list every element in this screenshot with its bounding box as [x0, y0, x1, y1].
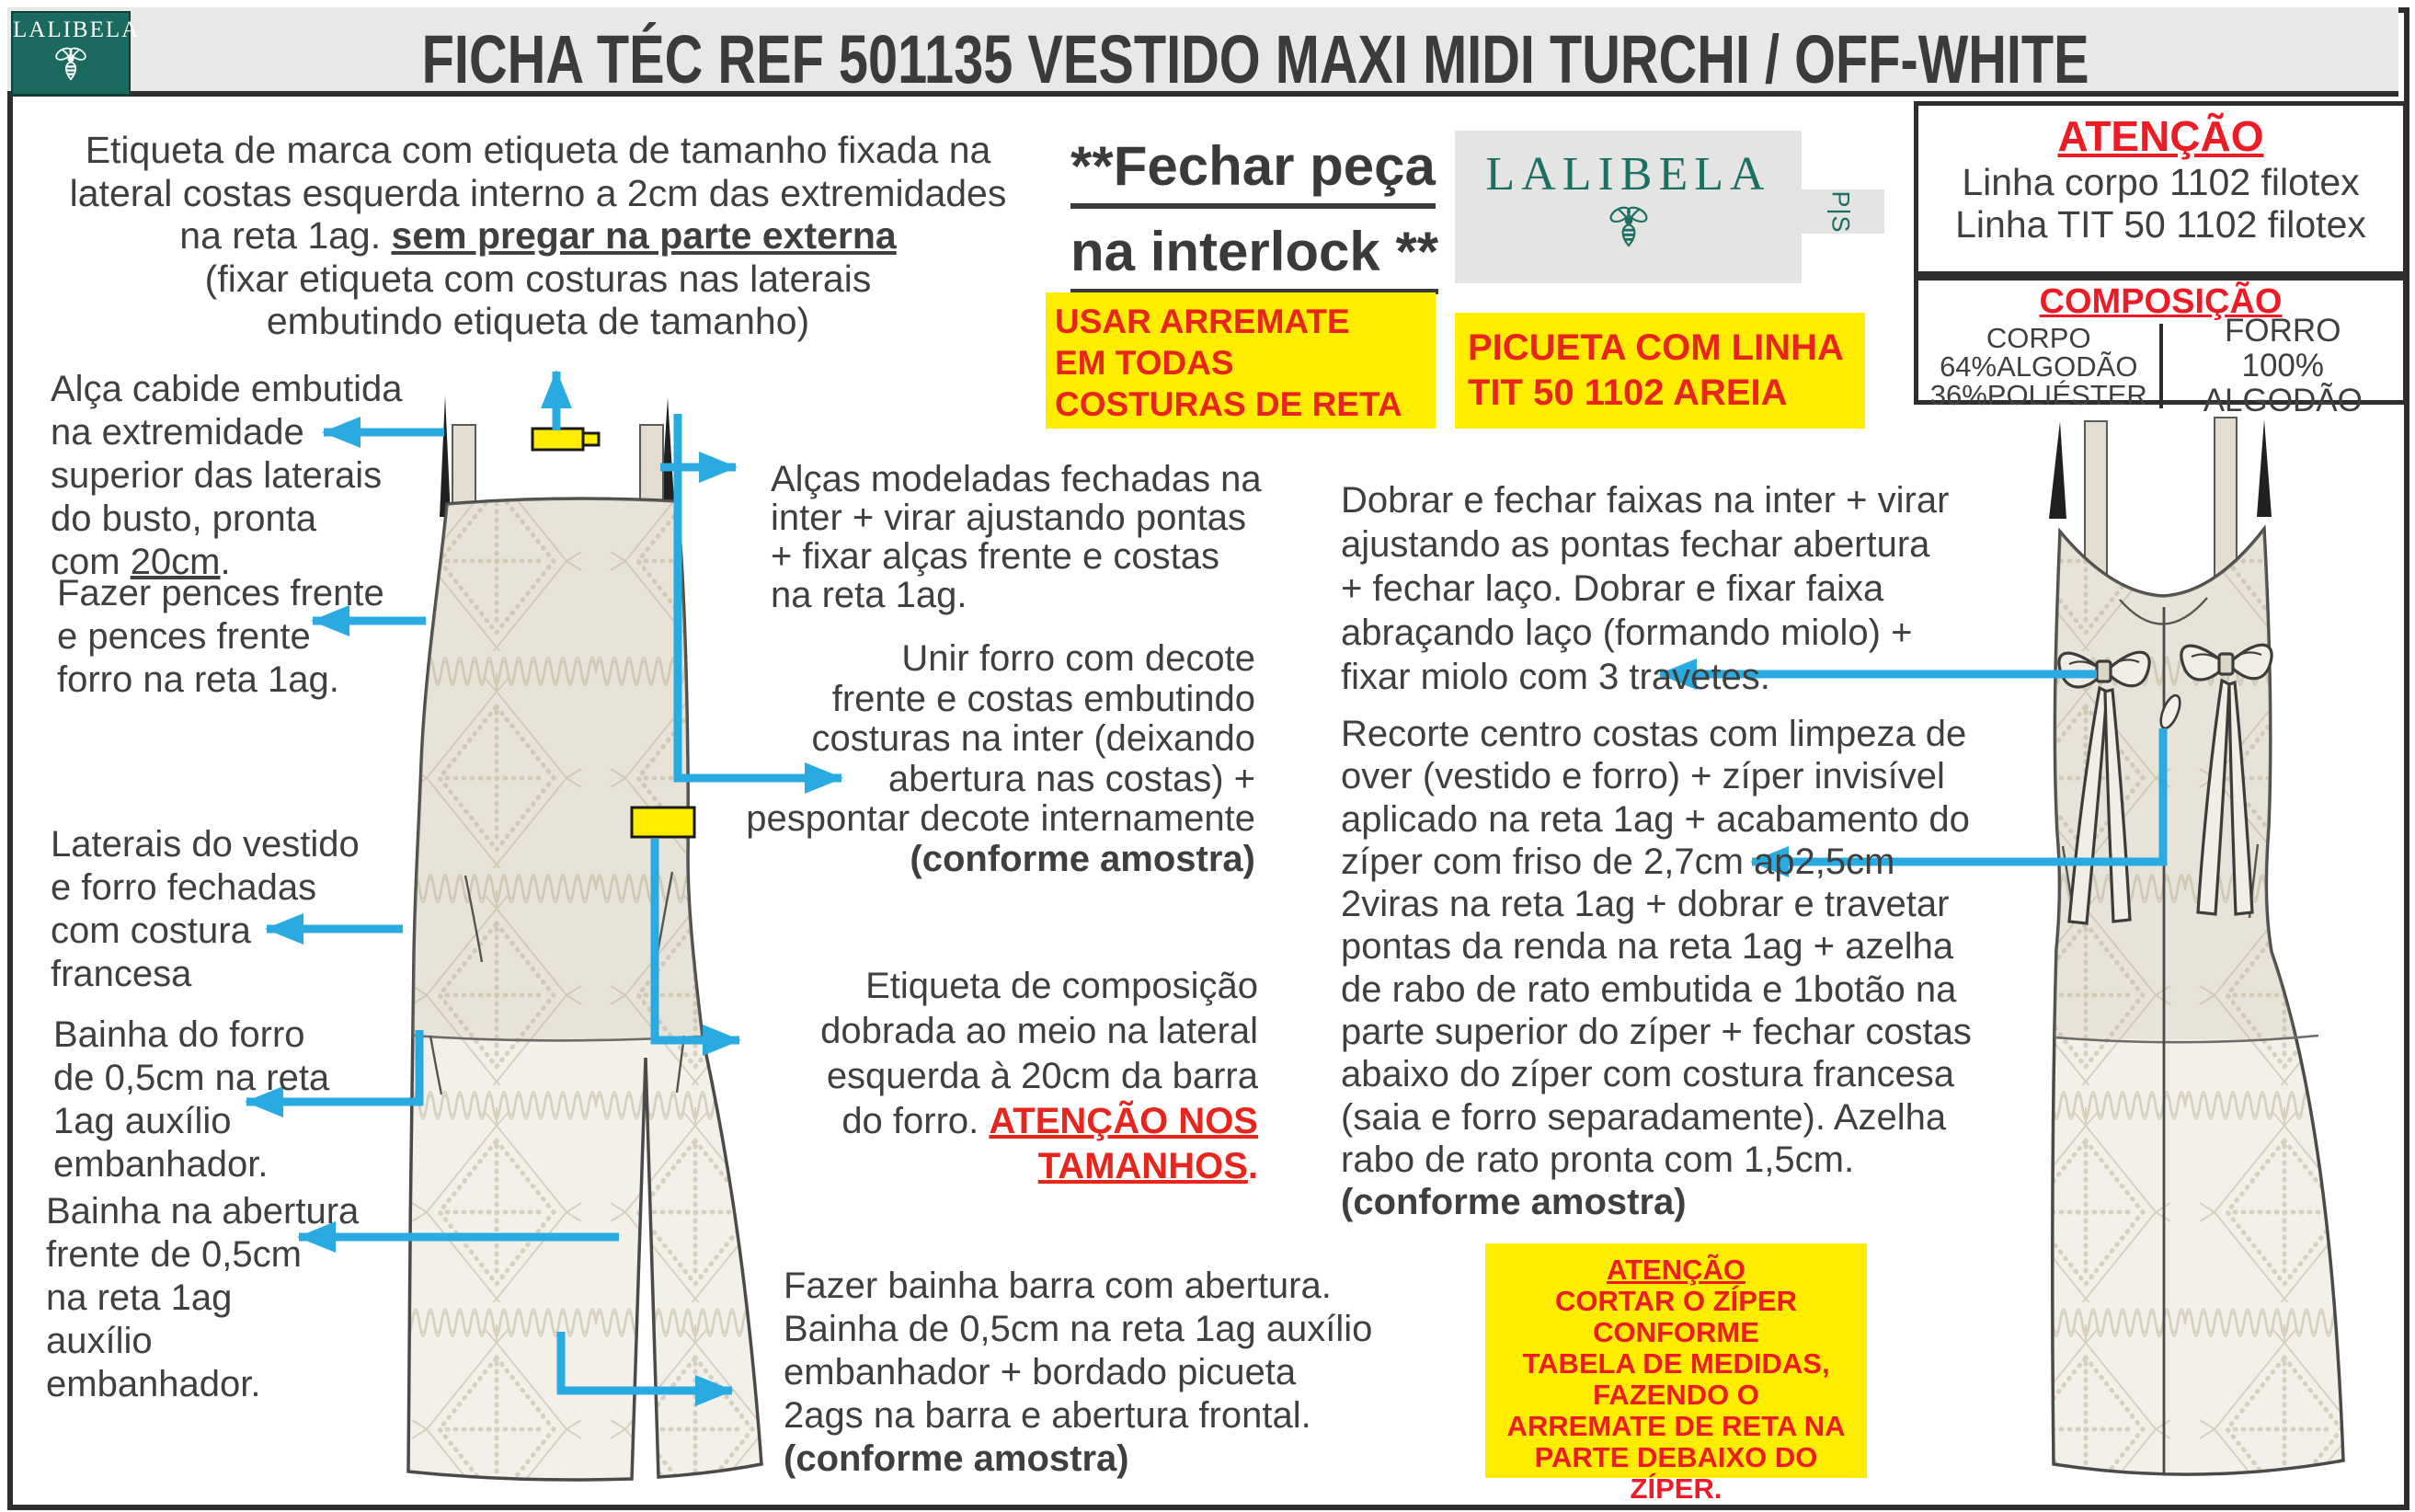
comp-label-note: Etiqueta de composição dobrada ao meio na lateral esquerda à 20cm da barra do forro. ATENÇÃO NOS TAMANHOS.: [820, 966, 1258, 1186]
zipper-warning-box: ATENÇÃO CORTAR O ZÍPER CONFORME TABELA DE MEDIDAS, FAZENDO O ARREMATE DE RETA NA PARTE DEBAIXO DO ZÍPER.: [1485, 1243, 1867, 1478]
page-title: FICHA TÉC REF 501135 VESTIDO MAXI MIDI TURCHI / OFF-WHITE: [421, 21, 2089, 97]
hanger-strap-note: Alça cabide embutida na extremidade superior das laterais do busto, pronta com 20cm.: [51, 369, 403, 582]
brand-label-tag: [532, 429, 599, 450]
back-right-tie: [2257, 419, 2272, 517]
back-dress-drawing: [2046, 418, 2359, 1475]
bee-icon: [1604, 201, 1654, 251]
thread-attention-box: [1914, 101, 2408, 276]
front-left-strap: [452, 425, 475, 510]
composition-title: COMPOSIÇÃO: [2039, 282, 2283, 321]
bee-icon: [51, 43, 91, 84]
thread-line: Linha corpo 1102 filotex: [1962, 161, 2360, 203]
picueta-warning-box: PICUETA COM LINHA TIT 50 1102 AREIA: [1455, 313, 1865, 429]
lining-neck-note: Unir forro com decote frente e costas embutindo costuras na inter (deixando abertura nas costas) + pespontar decote internamente (conforme amostra): [746, 638, 1255, 879]
brand-card-text: LALIBELA: [1485, 148, 1771, 200]
brand-logo-text: LALIBELA: [13, 17, 141, 42]
back-left-tie: [2049, 421, 2066, 519]
brand-logo-card: [1455, 131, 1802, 283]
composition-body-cell: CORPO 64%ALGODÃO 36%POLIÉSTER: [1918, 324, 2163, 408]
finish-warning-box: USAR ARREMATE EM TODAS COSTURAS DE RETA: [1046, 292, 1436, 429]
zipper-note: Recorte centro costas com limpeza de over (vestido e forro) + zíper invisível aplicado na reta 1ag + acabamento do zíper com friso de 2,7cm ap2,5cm 2viras na reta 1ag + dobrar e travetar pontas da renda na reta 1ag + azelha de rabo de rato embutida e 1botão na parte superior do zíper + fechar costas abaixo do zíper com costura francesa (saia e forro separadamente). Azelha rabo de rato pronta com 1,5cm. (conforme amostra): [1341, 714, 1972, 1223]
lining-hem-note: Bainha do forro de 0,5cm na reta 1ag auxílio embanhador.: [53, 1014, 330, 1185]
attention-title: ATENÇÃO: [2057, 112, 2264, 160]
composition-box: [1914, 276, 2408, 418]
front-dress-drawing: [395, 395, 761, 1480]
darts-note: Fazer pences frente e pences frente forro na reta 1ag.: [57, 573, 384, 700]
front-opening-hem-note: Bainha na abertura frente de 0,5cm na reta 1ag auxílio embanhador.: [46, 1191, 360, 1404]
bow-note: Dobrar e fechar faixas na inter + virar ajustando as pontas fechar abertura + fechar laço. Dobrar e fixar faixa abraçando laço (formando miolo) + fixar miolo com 3 travetes.: [1341, 480, 1950, 697]
french-seam-note: Laterais do vestido e forro fechadas com costura francesa: [51, 824, 360, 994]
front-right-strap: [640, 425, 663, 508]
composition-label-tag: [632, 808, 694, 837]
brand-label-note: Etiqueta de marca com etiqueta de tamanho fixada na lateral costas esquerda interno a 2cm das extremidades na reta 1ag. sem pregar na parte externa (fixar etiqueta com costuras nas laterais embutindo etiqueta de tamanho): [69, 129, 1007, 342]
composition-lining-cell: FORRO 100% ALGODÃO: [2203, 313, 2363, 418]
interlock-note: **Fechar peça na interlock **: [1070, 134, 1438, 305]
front-left-tie: [440, 395, 451, 517]
straps-note: Alças modeladas fechadas na inter + virar ajustando pontas + fixar alças frente e costas na reta 1ag.: [771, 459, 1262, 615]
brand-logo: [11, 11, 141, 96]
hem-note: Fazer bainha barra com abertura. Bainha de 0,5cm na reta 1ag auxílio embanhador + bordado picueta 2ags na barra e abertura frontal. (conforme amostra): [784, 1266, 1373, 1479]
ps-size-tab: P|S: [1796, 189, 1884, 234]
thread-line: Linha TIT 50 1102 filotex: [1955, 203, 2366, 246]
